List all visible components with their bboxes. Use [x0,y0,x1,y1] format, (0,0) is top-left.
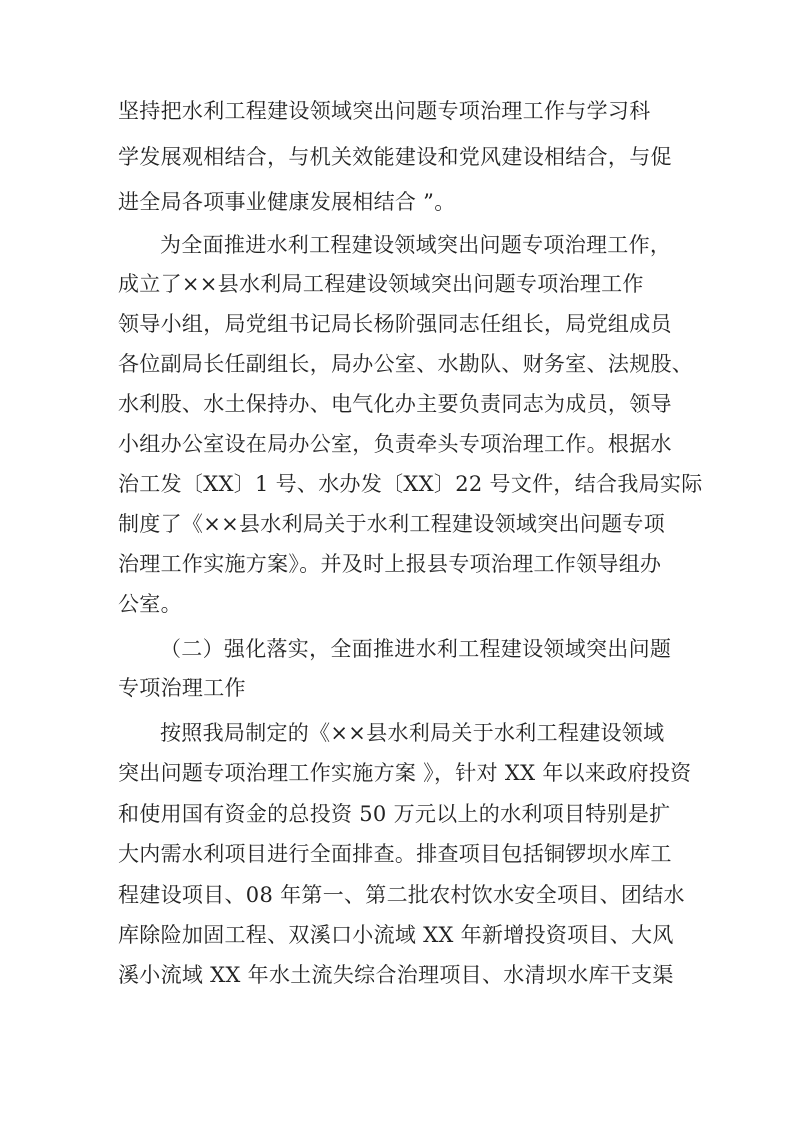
text-line: 大内需水利项目进行全面排查。排查项目包括铜锣坝水库工 [118,842,672,866]
text-line: 按照我局制定的《××县水利局关于水利工程建设领域 [160,721,665,745]
text-line: 小组办公室设在局办公室，负责牵头专项治理工作。根据水 [118,432,672,456]
text-line: 坚持把水利工程建设领域突出问题专项治理工作与学习科 [118,99,651,123]
section-heading: （二）强化落实，全面推进水利工程建设领域突出问题 [160,637,672,661]
text-line: 水利股、水土保持办、电气化办主要负责同志为成员，领导 [118,392,672,416]
section-heading-continued: 专项治理工作 [118,676,246,700]
text-line: 溪小流域 XX 年水土流失综合治理项目、水清坝水库干支渠 [118,963,674,987]
text-line: 程建设项目、08 年第一、第二批农村饮水安全项目、团结水 [118,883,685,907]
text-line: 治工发〔XX〕1 号、水办发〔XX〕22 号文件，结合我局实际 [118,472,703,496]
text-line: 公室。 [118,592,182,616]
text-line: 成立了××县水利局工程建设领域突出问题专项治理工作 [118,272,644,296]
text-line: 库除险加固工程、双溪口小流域 XX 年新增投资项目、大风 [118,923,674,947]
text-line: 和使用国有资金的总投资 50 万元以上的水利项目特别是扩 [118,802,671,826]
text-line: 治理工作实施方案》。并及时上报县专项治理工作领导组办 [118,552,662,576]
text-line: 制度了《××县水利局关于水利工程建设领域突出问题专项 [118,512,665,536]
text-line: 各位副局长任副组长，局办公室、水勘队、财务室、法规股、 [118,352,694,376]
text-line: 进全局各项事业健康发展相结合 ”。 [118,190,456,214]
text-line: 学发展观相结合，与机关效能建设和党风建设相结合，与促 [118,145,672,169]
text-line: 突出问题专项治理工作实施方案 》，针对 XX 年以来政府投资 [118,761,692,785]
text-line: 为全面推进水利工程建设领域突出问题专项治理工作， [160,233,672,257]
text-line: 领导小组，局党组书记局长杨阶强同志任组长，局党组成员 [118,312,672,336]
